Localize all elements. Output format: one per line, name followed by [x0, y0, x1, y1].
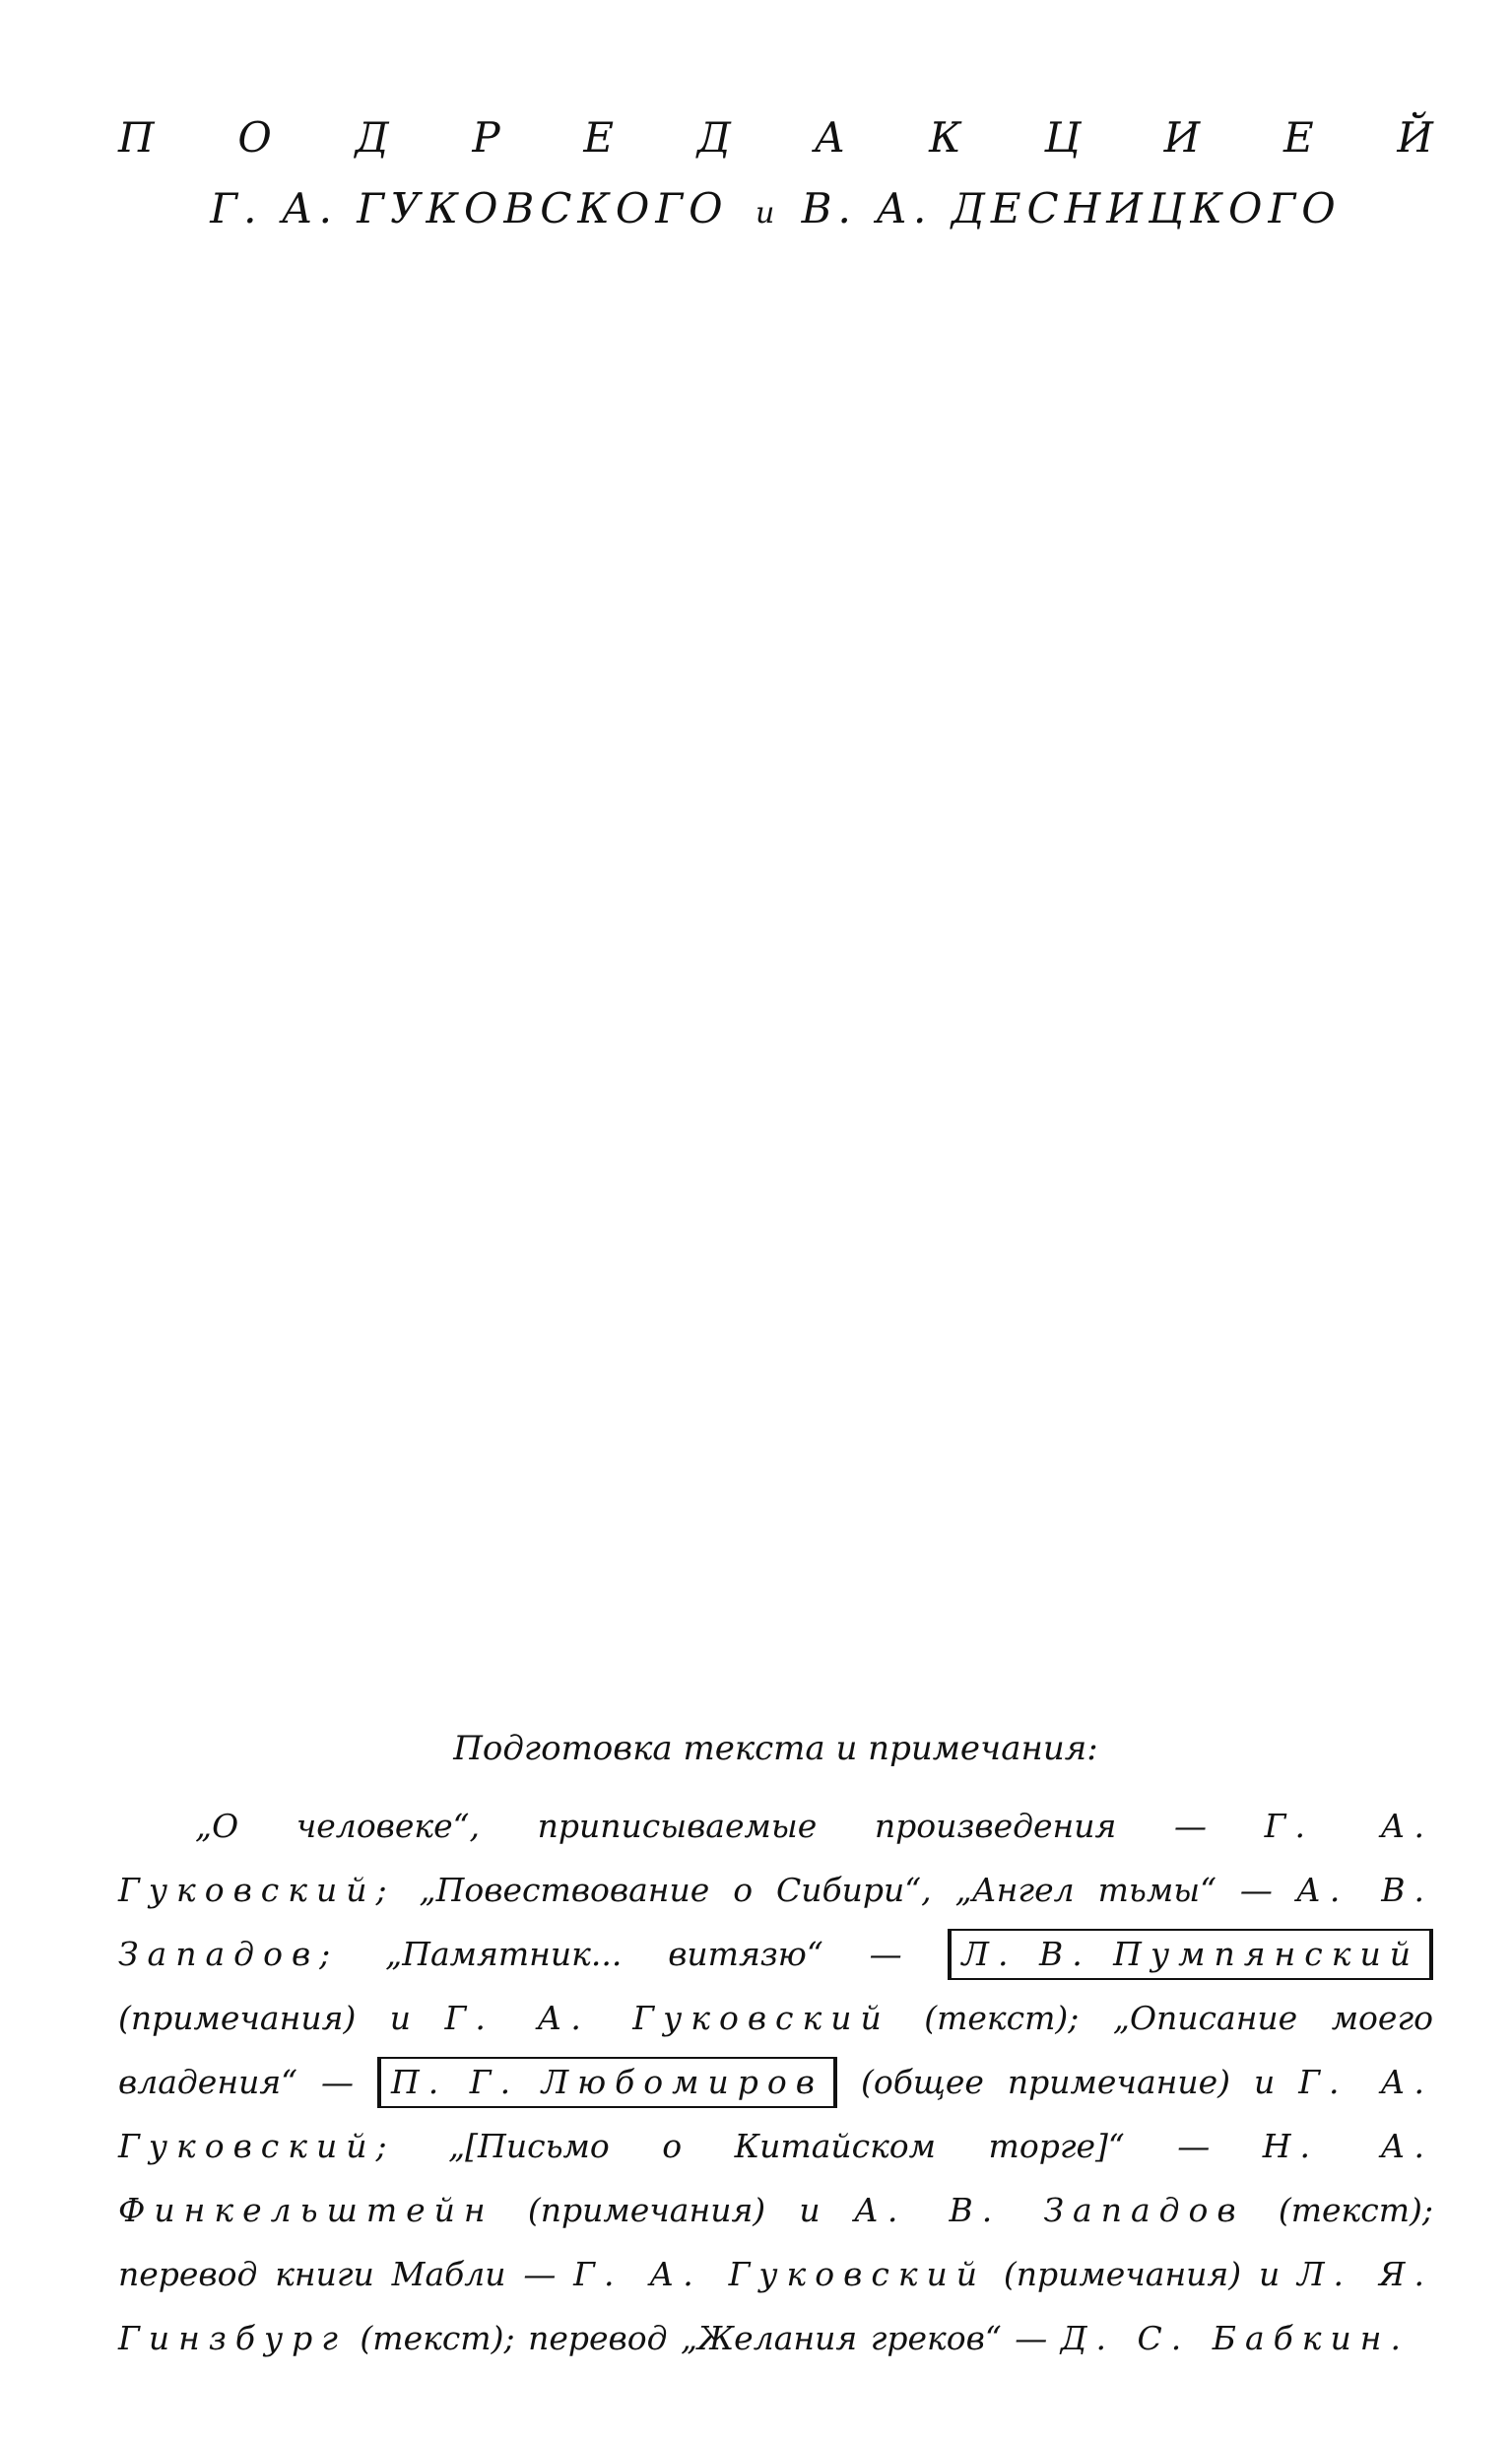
editors-letter: П	[118, 113, 155, 162]
editors-letter: Д	[355, 113, 389, 162]
editors-letter: И	[1163, 113, 1201, 162]
credits-block	[118, 1719, 1433, 2370]
contributor-name: А. В. Западов	[853, 2191, 1245, 2229]
credit-text: (общее примечание) и	[836, 2063, 1299, 2101]
contributor-name: Г. А. Гуковский;	[118, 1807, 1434, 1909]
contributor-name: Д. С. Бабкин.	[1060, 2319, 1410, 2357]
contributor-name: Г. А. Гуковский	[444, 1999, 890, 2037]
credit-text: „[Письмо о Китайском торге]“ —	[395, 2127, 1263, 2165]
editors-heading	[118, 108, 1433, 243]
boxed-contributor-name: Л. В. Пумпянский	[948, 1929, 1433, 1980]
credit-text: (текст); „Описание моего владения“ —	[118, 1999, 1433, 2101]
editors-spaced-line	[118, 108, 1433, 167]
credit-text: (примечания) и	[493, 2191, 854, 2229]
editors-letter: Е	[1282, 113, 1314, 162]
editors-letter: К	[929, 113, 961, 162]
credit-text: (примечания) и	[986, 2255, 1298, 2293]
contributor-name: Л. Я. Гинзбург	[118, 2255, 1433, 2357]
editors-letter: Д	[696, 113, 731, 162]
credit-text: (текст); перевод „Желания греков“ —	[346, 2319, 1061, 2357]
editors-letter: Ц	[1044, 113, 1081, 162]
editors-letter: О	[237, 113, 272, 162]
credit-text: „Памятник... витязю“ —	[339, 1935, 949, 1973]
editors-letter: Е	[583, 113, 614, 162]
editors-conjunction: и	[755, 196, 775, 231]
editors-letter: Р	[472, 113, 500, 162]
contributor-name: Г. А. Гуковский;	[118, 2063, 1433, 2165]
contributor-name: А. В. Западов;	[118, 1871, 1433, 1973]
boxed-contributor-name: П. Г. Любомиров	[377, 2057, 837, 2108]
contributor-name: Г. А. Гуковский	[573, 2255, 987, 2293]
credits-paragraph	[118, 1794, 1433, 2370]
editors-names	[118, 179, 1433, 243]
editor-name-1: Г. А. ГУКОВСКОГО	[210, 184, 729, 232]
credit-text: (текст); перевод книги Мабли —	[118, 2191, 1433, 2293]
editor-name-2: В. А. ДЕСНИЦКОГО	[801, 184, 1342, 232]
credits-title: Подготовка текста и примечания:	[453, 1729, 1098, 1768]
credit-text: „Повествование о Сибири“, „Ангел тьмы“ —	[395, 1871, 1296, 1909]
editors-letter: А	[814, 113, 846, 162]
credit-text: „О человеке“, приписываемые произведения —	[195, 1807, 1265, 1845]
contributor-name: Н. А. Финкельштейн	[118, 2127, 1433, 2229]
credit-text: (примечания) и	[118, 1999, 445, 2037]
editors-letter: Й	[1397, 113, 1433, 162]
